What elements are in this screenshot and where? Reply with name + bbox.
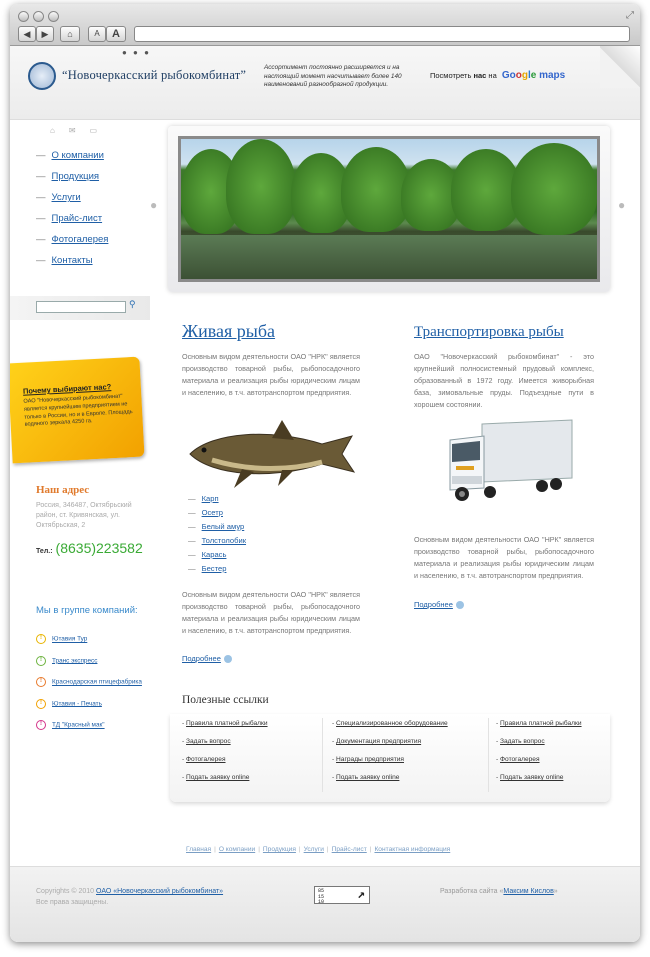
group-link[interactable]: Краснодарская птицефабрика bbox=[52, 678, 142, 686]
developer-link[interactable]: Максим Кислов bbox=[503, 888, 554, 895]
useful-links-heading: Полезные ссылки bbox=[182, 694, 269, 706]
group-heading: Мы в группе компаний: bbox=[36, 605, 138, 616]
counter-numbers: 85 15 10 bbox=[318, 888, 325, 905]
more-label[interactable]: Подробнее bbox=[414, 600, 453, 609]
fish-list bbox=[188, 494, 246, 578]
fish-link[interactable]: Белый амур bbox=[201, 522, 245, 531]
close-window-button[interactable] bbox=[18, 11, 29, 22]
divider bbox=[488, 718, 489, 792]
fish-link[interactable]: Бестер bbox=[201, 564, 227, 573]
rights-text: Все права защищены. bbox=[36, 899, 109, 907]
footer-nav: Главная | О компании | Продукция | Услуги | Прайс-лист | Контактная информация bbox=[186, 846, 451, 853]
phone-label: Тел.: bbox=[36, 548, 53, 555]
text-larger-button[interactable]: A bbox=[106, 26, 126, 42]
nav-link[interactable]: Услуги bbox=[51, 192, 81, 203]
useful-link-item[interactable]: - Подать заявку online bbox=[332, 774, 400, 781]
slider-next-icon[interactable]: ● bbox=[618, 198, 626, 212]
copyright-prefix: Copyrights © 2010 bbox=[36, 888, 95, 895]
live-fish-body: Основным видом деятельности ОАО "НРК" является производство товарной рыбы, рыбопосадочного материала и реализация рыбы юридическим лицам и населению, в т.ч. автотранспортом предприятия. bbox=[182, 590, 360, 635]
gm-go: Go bbox=[501, 70, 516, 81]
nav-item-products[interactable]: — Продукция bbox=[36, 171, 100, 182]
useful-link[interactable]: Фотогалерея bbox=[186, 756, 226, 763]
useful-link-item[interactable]: - Подать заявку online bbox=[182, 774, 250, 781]
group-link[interactable]: Ютавия - Печать bbox=[52, 700, 102, 708]
arrow-circle-icon bbox=[224, 655, 232, 663]
photo-slider bbox=[168, 126, 610, 292]
hanger-icon: ● ● ● bbox=[122, 48, 151, 57]
nav-link[interactable]: Контакты bbox=[51, 255, 93, 266]
arrow-circle-icon bbox=[456, 601, 464, 609]
fish-link[interactable]: Осетр bbox=[201, 508, 223, 517]
developer-credit bbox=[440, 888, 558, 895]
nav-link[interactable]: Прайс-лист bbox=[51, 213, 103, 224]
nav-item-pricelist[interactable]: — Прайс-лист bbox=[36, 213, 103, 224]
google-maps-logo bbox=[502, 70, 565, 81]
utility-icons bbox=[50, 126, 111, 135]
site-header bbox=[10, 46, 640, 120]
useful-link-item[interactable]: - Фотогалерея bbox=[496, 756, 540, 763]
group-link[interactable]: ТД "Красный мак" bbox=[52, 721, 105, 729]
gm-e: e bbox=[530, 70, 537, 81]
useful-links-col-1 bbox=[182, 720, 268, 792]
useful-link-item[interactable]: - Подать заявку online bbox=[496, 774, 564, 781]
useful-link-item[interactable]: - Правила платной рыбалки bbox=[496, 720, 582, 727]
fish-item[interactable]: — Осетр bbox=[188, 508, 223, 517]
visit-counter[interactable] bbox=[314, 886, 370, 904]
useful-links-col-2 bbox=[332, 720, 448, 792]
fish-link[interactable]: Карп bbox=[201, 494, 219, 503]
transport-intro: ОАО "Новочеркасский рыбокомбинат" - это крупнейший полносистемный прудовый комплекс, образованный в 1972 году. Имеется живорыбная база, зимовальные пруды. Подъездные пути в хорошем состоянии. bbox=[414, 352, 594, 409]
promo-title[interactable]: Почему выбирают нас? bbox=[22, 382, 112, 396]
logo-seal-icon[interactable] bbox=[28, 62, 56, 90]
divider bbox=[322, 718, 323, 792]
useful-link-item[interactable]: - Правила платной рыбалки bbox=[182, 720, 268, 727]
useful-link[interactable]: Подать заявку online bbox=[336, 774, 400, 781]
useful-link[interactable]: Подать заявку online bbox=[186, 774, 250, 781]
tree-shape bbox=[226, 139, 296, 234]
nav-link[interactable]: О компании bbox=[51, 150, 104, 161]
useful-link[interactable]: Правила платной рыбалки bbox=[186, 720, 268, 727]
group-item[interactable] bbox=[36, 634, 142, 656]
fish-link[interactable]: Карась bbox=[201, 550, 227, 559]
group-item[interactable] bbox=[36, 720, 142, 742]
useful-links-col-3 bbox=[496, 720, 582, 792]
address-heading: Наш адрес bbox=[36, 484, 90, 496]
footer-link-products[interactable]: Продукция bbox=[262, 846, 296, 853]
slider-prev-icon[interactable]: ● bbox=[150, 198, 158, 212]
map-bold: нас bbox=[473, 71, 487, 80]
useful-link[interactable]: Документация предприятия bbox=[336, 738, 422, 745]
nav-link[interactable]: Продукция bbox=[51, 171, 100, 182]
group-item[interactable] bbox=[36, 656, 142, 678]
fish-image bbox=[182, 414, 372, 494]
footer-link-pricelist[interactable]: Прайс-лист bbox=[331, 846, 367, 853]
page bbox=[10, 46, 640, 942]
main-nav bbox=[36, 150, 108, 276]
copyright-link[interactable]: ОАО «Новочеркасский рыбокомбинат» bbox=[96, 888, 224, 895]
live-fish-heading[interactable]: Живая рыба bbox=[182, 321, 276, 341]
gm-g: g bbox=[521, 70, 528, 81]
useful-link-item[interactable]: - Задать вопрос bbox=[182, 738, 231, 745]
forward-button[interactable]: ▶ bbox=[36, 26, 54, 42]
fish-link[interactable]: Толстолобик bbox=[201, 536, 247, 545]
phone bbox=[36, 540, 143, 556]
page-corner-fold bbox=[600, 46, 640, 88]
home-icon[interactable]: ⌂ bbox=[60, 26, 80, 42]
useful-link-item[interactable]: - Специализированное оборудование bbox=[332, 720, 448, 727]
map-prefix: Посмотреть bbox=[430, 71, 472, 80]
fish-item[interactable]: — Белый амур bbox=[188, 522, 245, 531]
fish-item[interactable]: — Карась bbox=[188, 550, 227, 559]
transport-more-link[interactable] bbox=[414, 600, 464, 609]
google-maps-link[interactable] bbox=[430, 70, 565, 81]
search-icon[interactable]: ⚲ bbox=[129, 299, 136, 309]
mail-icon[interactable]: ✉ bbox=[68, 126, 90, 135]
useful-link[interactable]: Правила платной рыбалки bbox=[500, 720, 582, 727]
promo-sticker[interactable] bbox=[10, 357, 145, 464]
promo-body: ОАО "Новочеркасский рыбокомбинат" является крупнейшим предприятием не только в России, но и в Европе. Площадь водяного зеркала 4250 га. bbox=[23, 393, 133, 429]
useful-link[interactable]: Специализированное оборудование bbox=[336, 720, 448, 727]
info-icon: ! bbox=[36, 634, 46, 644]
footer-link-home[interactable]: Главная bbox=[186, 846, 212, 853]
site-logo-text[interactable]: “Новочеркасский рыбокомбинат” bbox=[62, 68, 247, 82]
group-link[interactable]: Ютавия Тур bbox=[52, 635, 88, 643]
copyright bbox=[36, 886, 223, 908]
useful-link[interactable]: Подать заявку online bbox=[500, 774, 564, 781]
dev-prefix: Разработка сайта « bbox=[440, 888, 504, 895]
nav-link[interactable]: Фотогалерея bbox=[51, 234, 109, 245]
nav-item-services[interactable]: — Услуги bbox=[36, 192, 81, 203]
browser-toolbar bbox=[10, 4, 640, 46]
nav-item-gallery[interactable]: — Фотогалерея bbox=[36, 234, 109, 245]
minimize-window-button[interactable] bbox=[33, 11, 44, 22]
useful-link-item[interactable]: - Задать вопрос bbox=[496, 738, 545, 745]
map-mid: на bbox=[488, 71, 497, 80]
nav-item-contacts[interactable]: — Контакты bbox=[36, 255, 93, 266]
footer-link-services[interactable]: Услуги bbox=[303, 846, 324, 853]
info-icon: ! bbox=[36, 699, 46, 709]
address-bar[interactable] bbox=[134, 26, 630, 42]
home-small-icon[interactable]: ⌂ bbox=[50, 126, 69, 135]
truck-image bbox=[442, 418, 574, 510]
info-icon: ! bbox=[36, 720, 46, 730]
useful-link-item[interactable]: - Документация предприятия bbox=[332, 738, 422, 745]
fullscreen-icon[interactable]: ⤢ bbox=[626, 10, 634, 21]
fish-item[interactable]: — Карп bbox=[188, 494, 219, 503]
more-label[interactable]: Подробнее bbox=[182, 654, 221, 663]
group-item[interactable] bbox=[36, 699, 142, 721]
useful-link[interactable]: Награды предприятия bbox=[336, 756, 404, 763]
gm-maps: maps bbox=[536, 70, 566, 81]
useful-link[interactable]: Задать вопрос bbox=[500, 738, 545, 745]
nav-item-about[interactable]: — О компании bbox=[36, 150, 104, 161]
group-link[interactable]: Транс экспресс bbox=[52, 657, 98, 665]
group-list bbox=[36, 634, 142, 742]
search-input[interactable] bbox=[36, 301, 126, 313]
maximize-window-button[interactable] bbox=[48, 11, 59, 22]
text-smaller-button[interactable]: A bbox=[88, 26, 106, 42]
transport-heading[interactable]: Транспортировка рыбы bbox=[414, 324, 564, 340]
live-fish-more-link[interactable] bbox=[182, 654, 232, 663]
fish-item[interactable]: — Толстолобик bbox=[188, 536, 247, 545]
useful-link-item[interactable]: - Фотогалерея bbox=[182, 756, 226, 763]
header-tagline: Ассортимент постоянно расширяется и на настоящий момент насчитывает более 140 наименований разнообразной продукции. bbox=[264, 64, 402, 89]
gm-l: l bbox=[527, 70, 531, 81]
pond-photo bbox=[178, 136, 600, 282]
browser-window bbox=[10, 4, 640, 942]
info-icon: ! bbox=[36, 656, 46, 666]
address-text: Россия, 346487, Октябрьский район, ст. Кривянская, ул. Октябрьская, 2 bbox=[36, 502, 132, 530]
sitemap-icon[interactable]: ▭ bbox=[89, 126, 112, 135]
tree-shape bbox=[511, 143, 597, 235]
arrow-up-right-icon: ↗ bbox=[357, 887, 365, 902]
useful-link-item[interactable]: - Награды предприятия bbox=[332, 756, 404, 763]
back-button[interactable]: ◀ bbox=[18, 26, 36, 42]
info-icon: ! bbox=[36, 677, 46, 687]
dev-suffix: » bbox=[553, 888, 558, 895]
useful-link[interactable]: Фотогалерея bbox=[500, 756, 540, 763]
footer-link-contacts[interactable]: Контактная информация bbox=[374, 846, 451, 853]
pond-water bbox=[181, 235, 597, 282]
gm-o: o bbox=[515, 70, 522, 81]
footer-link-about[interactable]: О компании bbox=[218, 846, 256, 853]
live-fish-intro: Основным видом деятельности ОАО "НРК" является производство товарной рыбы, рыбопосадочного материала и реализация рыбы юридическим лицам и населению, в т.ч. автотранспортом предприятия. bbox=[182, 352, 360, 397]
useful-link[interactable]: Задать вопрос bbox=[186, 738, 231, 745]
transport-body: Основным видом деятельности ОАО "НРК" является производство товарной рыбы, рыбопосадочного материала и реализация рыбы юридическим лицам и населению, в т.ч. автотранспортом предприятия. bbox=[414, 535, 594, 580]
fish-item[interactable]: — Бестер bbox=[188, 564, 227, 573]
group-item[interactable] bbox=[36, 677, 142, 699]
phone-number: (8635)223582 bbox=[55, 540, 143, 556]
